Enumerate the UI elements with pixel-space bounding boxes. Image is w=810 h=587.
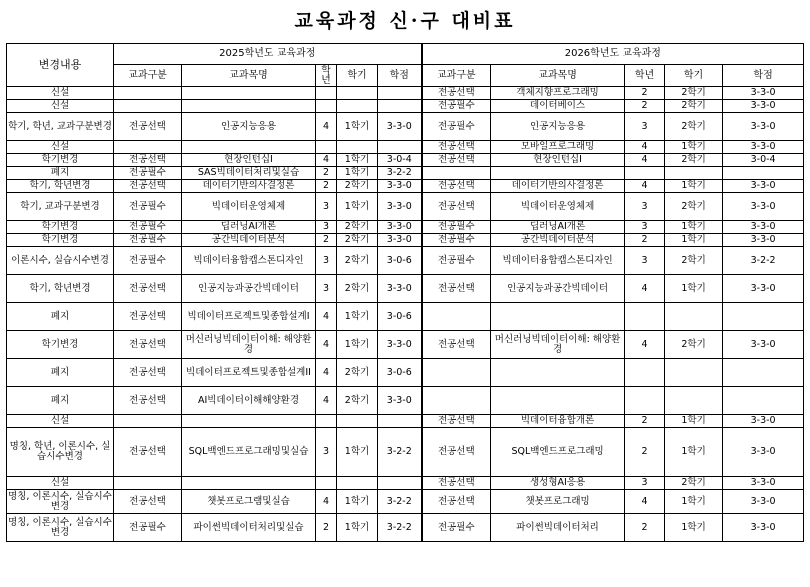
new-semester-cell: 1학기: [665, 514, 723, 542]
new-category-cell: 전공필수: [422, 247, 491, 275]
new-category-cell: 전공선택: [422, 331, 491, 359]
new-category-header: 교과구분: [422, 65, 491, 87]
new-semester-cell: [665, 387, 723, 415]
old-semester-cell: 2학기: [337, 234, 378, 247]
new-semester-cell: [665, 303, 723, 331]
old-course-cell: SQL백엔드프로그래밍및실습: [182, 428, 316, 477]
new-semester-cell: 1학기: [665, 428, 723, 477]
new-category-cell: 전공선택: [422, 490, 491, 514]
old-course-cell: [182, 100, 316, 113]
old-semester-cell: 1학기: [337, 154, 378, 167]
table-row: [7, 275, 804, 303]
old-grade-cell: 4: [316, 490, 337, 514]
old-grade-cell: [316, 477, 337, 490]
old-category-cell: 전공선택: [114, 490, 182, 514]
old-grade-cell: [316, 415, 337, 428]
old-semester-cell: [337, 415, 378, 428]
old-grade-cell: 3: [316, 221, 337, 234]
new-credits-cell: [723, 303, 804, 331]
new-semester-cell: 1학기: [665, 275, 723, 303]
table-row: [7, 303, 804, 331]
old-category-cell: 전공필수: [114, 193, 182, 221]
new-course-cell: [491, 359, 625, 387]
old-course-cell: 빅데이터융합캡스톤디자인: [182, 247, 316, 275]
old-course-cell: [182, 87, 316, 100]
old-course-cell: 현장인턴십I: [182, 154, 316, 167]
old-credits-cell: [378, 477, 422, 490]
table-row: [7, 113, 804, 141]
new-credits-header: 학점: [723, 65, 804, 87]
new-course-cell: 빅데이터운영체제: [491, 193, 625, 221]
old-grade-cell: 4: [316, 387, 337, 415]
new-category-cell: 전공필수: [422, 221, 491, 234]
new-category-cell: [422, 359, 491, 387]
new-course-cell: 현장인턴십I: [491, 154, 625, 167]
change-cell: 신설: [7, 100, 114, 113]
table-row: [7, 154, 804, 167]
old-category-cell: [114, 100, 182, 113]
old-category-cell: 전공필수: [114, 167, 182, 180]
old-course-cell: 데이터기반의사결정론: [182, 180, 316, 193]
new-category-cell: 전공선택: [422, 180, 491, 193]
new-category-cell: 전공선택: [422, 154, 491, 167]
new-grade-cell: 4: [625, 180, 665, 193]
old-category-cell: 전공선택: [114, 359, 182, 387]
old-grade-cell: 3: [316, 193, 337, 221]
new-course-cell: 생성형AI응용: [491, 477, 625, 490]
page-title: 교육과정 신·구 대비표: [294, 10, 516, 32]
old-credits-cell: 3-0-6: [378, 359, 422, 387]
old-grade-cell: 2: [316, 180, 337, 193]
old-credits-cell: 3-3-0: [378, 275, 422, 303]
table-row: [7, 141, 804, 154]
new-credits-cell: 3-3-0: [723, 428, 804, 477]
change-cell: 폐지: [7, 167, 114, 180]
old-credits-cell: 3-3-0: [378, 180, 422, 193]
new-credits-cell: [723, 359, 804, 387]
old-category-cell: 전공필수: [114, 514, 182, 542]
new-grade-cell: 4: [625, 154, 665, 167]
header-row-columns: [7, 65, 804, 87]
new-category-cell: 전공필수: [422, 113, 491, 141]
new-credits-cell: [723, 167, 804, 180]
table-row: [7, 234, 804, 247]
old-grade-cell: 3: [316, 275, 337, 303]
new-semester-cell: 1학기: [665, 141, 723, 154]
new-grade-cell: 3: [625, 221, 665, 234]
old-category-header: 교과구분: [114, 65, 182, 87]
new-category-cell: 전공필수: [422, 100, 491, 113]
old-course-cell: 챗봇프로그램및실습: [182, 490, 316, 514]
change-cell: 학기, 학년, 교과구분변경: [7, 113, 114, 141]
new-semester-cell: 2학기: [665, 477, 723, 490]
new-grade-header: 학년: [625, 65, 665, 87]
old-grade-header: 학년: [316, 65, 337, 87]
new-credits-cell: 3-3-0: [723, 234, 804, 247]
old-category-cell: 전공필수: [114, 247, 182, 275]
change-cell: 신설: [7, 87, 114, 100]
new-grade-cell: 2: [625, 87, 665, 100]
old-semester-cell: 1학기: [337, 193, 378, 221]
new-grade-cell: 2: [625, 415, 665, 428]
new-course-cell: [491, 387, 625, 415]
new-course-cell: 빅데이터융합개론: [491, 415, 625, 428]
old-category-cell: 전공선택: [114, 154, 182, 167]
change-cell: 학기, 학년변경: [7, 275, 114, 303]
old-grade-cell: 3: [316, 428, 337, 477]
old-course-cell: 빅데이터프로젝트및종합설계II: [182, 359, 316, 387]
new-grade-cell: [625, 359, 665, 387]
old-grade-cell: 3: [316, 247, 337, 275]
new-credits-cell: 3-3-0: [723, 490, 804, 514]
new-category-cell: [422, 167, 491, 180]
new-semester-cell: 2학기: [665, 331, 723, 359]
new-grade-cell: 3: [625, 113, 665, 141]
new-grade-cell: 2: [625, 514, 665, 542]
change-cell: 신설: [7, 141, 114, 154]
new-semester-cell: 1학기: [665, 415, 723, 428]
new-semester-header: 학기: [665, 65, 723, 87]
table-row: [7, 87, 804, 100]
new-semester-cell: 2학기: [665, 100, 723, 113]
old-course-cell: [182, 477, 316, 490]
old-grade-cell: 4: [316, 154, 337, 167]
old-semester-cell: [337, 477, 378, 490]
table-row: [7, 167, 804, 180]
table-row: [7, 415, 804, 428]
old-grade-cell: 2: [316, 234, 337, 247]
new-category-cell: 전공선택: [422, 87, 491, 100]
old-semester-cell: 1학기: [337, 167, 378, 180]
old-semester-cell: 1학기: [337, 490, 378, 514]
table-row: [7, 193, 804, 221]
change-cell: 폐지: [7, 387, 114, 415]
new-semester-cell: 2학기: [665, 87, 723, 100]
new-credits-cell: 3-3-0: [723, 514, 804, 542]
new-grade-cell: 3: [625, 247, 665, 275]
new-course-cell: 데이터기반의사결정론: [491, 180, 625, 193]
new-grade-cell: 3: [625, 477, 665, 490]
new-credits-cell: 3-0-4: [723, 154, 804, 167]
old-credits-cell: 3-3-0: [378, 113, 422, 141]
new-course-cell: 파이썬빅데이터처리: [491, 514, 625, 542]
new-course-cell: 공간빅데이터분석: [491, 234, 625, 247]
old-semester-cell: 2학기: [337, 275, 378, 303]
change-cell: 명칭, 이론시수, 실습시수변경: [8, 490, 112, 512]
table-row: [7, 387, 804, 415]
new-semester-cell: [665, 167, 723, 180]
new-credits-cell: 3-3-0: [723, 193, 804, 221]
new-course-cell: [491, 303, 625, 331]
change-cell: 학기, 학년변경: [7, 180, 114, 193]
new-grade-cell: 4: [625, 490, 665, 514]
new-grade-cell: 4: [625, 141, 665, 154]
old-credits-cell: 3-0-6: [378, 247, 422, 275]
old-category-cell: 전공선택: [114, 428, 182, 477]
old-category-cell: [114, 415, 182, 428]
new-grade-cell: [625, 387, 665, 415]
new-course-cell: 인공지능과공간빅데이터: [491, 275, 625, 303]
old-category-cell: 전공필수: [114, 234, 182, 247]
old-credits-cell: [378, 415, 422, 428]
change-cell: 신설: [7, 415, 114, 428]
header-row-years: [7, 44, 804, 65]
old-semester-cell: 1학기: [337, 428, 378, 477]
new-course-cell: 챗봇프로그래밍: [491, 490, 625, 514]
old-semester-cell: 1학기: [337, 514, 378, 542]
new-course-cell: 데이터베이스: [491, 100, 625, 113]
old-category-cell: 전공선택: [114, 275, 182, 303]
old-credits-cell: 3-2-2: [378, 514, 422, 542]
table-row: [7, 180, 804, 193]
table-row: [7, 477, 804, 490]
old-credits-cell: 3-3-0: [378, 234, 422, 247]
new-credits-cell: 3-3-0: [723, 415, 804, 428]
old-category-cell: 전공선택: [114, 180, 182, 193]
new-category-cell: 전공선택: [422, 141, 491, 154]
table-row: [7, 514, 804, 542]
old-semester-cell: [337, 100, 378, 113]
old-course-cell: 공간빅데이터분석: [182, 234, 316, 247]
new-category-cell: [422, 303, 491, 331]
old-course-cell: [182, 141, 316, 154]
old-course-cell: 머신러닝빅데이터이해: 해양환경: [182, 331, 316, 359]
new-credits-cell: 3-3-0: [723, 100, 804, 113]
new-category-cell: 전공선택: [422, 428, 491, 477]
old-grade-cell: 4: [316, 359, 337, 387]
old-grade-cell: [316, 100, 337, 113]
old-credits-cell: 3-0-4: [378, 154, 422, 167]
old-category-cell: 전공선택: [114, 303, 182, 331]
old-semester-cell: [337, 141, 378, 154]
new-category-cell: 전공필수: [422, 234, 491, 247]
old-credits-header: 학점: [378, 65, 422, 87]
old-credits-cell: 3-0-6: [378, 303, 422, 331]
old-category-cell: [114, 477, 182, 490]
old-grade-cell: 4: [316, 113, 337, 141]
new-grade-cell: 2: [625, 234, 665, 247]
new-semester-cell: 1학기: [665, 180, 723, 193]
old-category-cell: 전공선택: [114, 331, 182, 359]
old-course-cell: 파이썬빅데이터처리및실습: [182, 514, 316, 542]
table-body: [7, 87, 804, 542]
old-credits-cell: [378, 100, 422, 113]
new-category-cell: 전공선택: [422, 193, 491, 221]
new-semester-cell: 2학기: [665, 154, 723, 167]
new-credits-cell: 3-3-0: [723, 221, 804, 234]
table-row: [7, 247, 804, 275]
old-course-cell: 빅데이터프로젝트및종합설계I: [182, 303, 316, 331]
new-grade-cell: 2: [625, 428, 665, 477]
old-grade-cell: [316, 141, 337, 154]
new-grade-cell: [625, 303, 665, 331]
old-grade-cell: 4: [316, 331, 337, 359]
new-credits-cell: 3-3-0: [723, 87, 804, 100]
new-course-cell: [491, 167, 625, 180]
new-semester-cell: 1학기: [665, 221, 723, 234]
old-semester-cell: 2학기: [337, 359, 378, 387]
year-2026-header: 2026학년도 교육과정: [422, 44, 804, 65]
old-course-cell: 빅데이터운영체제: [182, 193, 316, 221]
change-cell: 신설: [7, 477, 114, 490]
new-course-cell: 빅데이터융합캡스톤디자인: [491, 247, 625, 275]
old-credits-cell: 3-2-2: [378, 490, 422, 514]
new-credits-cell: 3-2-2: [723, 247, 804, 275]
new-semester-cell: 2학기: [665, 247, 723, 275]
table-row: [7, 428, 804, 477]
new-credits-cell: 3-3-0: [723, 141, 804, 154]
old-semester-header: 학기: [337, 65, 378, 87]
new-course-cell: 인공지능응용: [491, 113, 625, 141]
new-course-cell: 머신러닝빅데이터이해: 해양환경: [491, 331, 625, 359]
old-course-cell: AI빅데이터이해해양환경: [182, 387, 316, 415]
new-grade-cell: [625, 167, 665, 180]
new-course-cell: 객체지향프로그래밍: [491, 87, 625, 100]
old-course-cell: [182, 415, 316, 428]
new-category-cell: 전공선택: [422, 415, 491, 428]
new-course-cell: 모바일프로그래밍: [491, 141, 625, 154]
change-cell: 명칭, 이론시수, 실습시수변경: [7, 514, 114, 542]
old-grade-cell: 2: [316, 514, 337, 542]
change-cell: 학기변경: [7, 221, 114, 234]
change-cell: 학기변경: [7, 154, 114, 167]
new-category-cell: [422, 387, 491, 415]
change-cell: 폐지: [7, 359, 114, 387]
new-grade-cell: 4: [625, 331, 665, 359]
new-semester-cell: 1학기: [665, 234, 723, 247]
curriculum-comparison-table: [6, 43, 804, 542]
new-semester-cell: [665, 359, 723, 387]
table-row: [7, 490, 804, 514]
change-cell: 학기변경: [7, 234, 114, 247]
new-semester-cell: 2학기: [665, 193, 723, 221]
old-grade-cell: 2: [316, 167, 337, 180]
old-category-cell: 전공필수: [114, 221, 182, 234]
old-semester-cell: 1학기: [337, 331, 378, 359]
table-row: [7, 331, 804, 359]
old-course-cell: SAS빅데이터처리및실습: [182, 167, 316, 180]
new-semester-cell: 2학기: [665, 113, 723, 141]
old-semester-cell: 2학기: [337, 180, 378, 193]
old-semester-cell: 2학기: [337, 221, 378, 234]
change-cell: 학기, 교과구분변경: [7, 193, 114, 221]
change-cell: 학기변경: [7, 331, 114, 359]
old-course-cell: 인공지능과공간빅데이터: [182, 275, 316, 303]
old-category-cell: 전공선택: [114, 113, 182, 141]
old-course-cell: 인공지능응용: [182, 113, 316, 141]
new-credits-cell: 3-3-0: [723, 477, 804, 490]
new-category-cell: 전공선택: [422, 477, 491, 490]
new-credits-cell: 3-3-0: [723, 331, 804, 359]
new-semester-cell: 1학기: [665, 490, 723, 514]
old-credits-cell: [378, 141, 422, 154]
new-grade-cell: 4: [625, 275, 665, 303]
table-row: [7, 359, 804, 387]
old-category-cell: [114, 87, 182, 100]
old-credits-cell: 3-2-2: [378, 428, 422, 477]
change-cell: 명칭, 학년, 이론시수, 실습시수변경: [7, 428, 114, 477]
change-cell: 폐지: [7, 303, 114, 331]
new-course-cell: 딥러닝AI개론: [491, 221, 625, 234]
old-semester-cell: 2학기: [337, 247, 378, 275]
table-row: [7, 100, 804, 113]
old-semester-cell: 1학기: [337, 113, 378, 141]
new-category-cell: 전공필수: [422, 514, 491, 542]
old-grade-cell: 4: [316, 303, 337, 331]
new-credits-cell: 3-3-0: [723, 180, 804, 193]
old-course-header: 교과목명: [182, 65, 316, 87]
new-course-cell: SQL백엔드프로그래밍: [491, 428, 625, 477]
old-credits-cell: 3-2-2: [378, 167, 422, 180]
new-grade-cell: 3: [625, 193, 665, 221]
new-grade-cell: 2: [625, 100, 665, 113]
old-credits-cell: [378, 87, 422, 100]
change-column-header: 변경내용: [7, 44, 114, 87]
old-course-cell: 딥러닝AI개론: [182, 221, 316, 234]
old-credits-cell: 3-3-0: [378, 387, 422, 415]
old-semester-cell: 1학기: [337, 303, 378, 331]
change-cell: 이론시수, 실습시수변경: [7, 247, 114, 275]
new-course-header: 교과목명: [491, 65, 625, 87]
old-credits-cell: 3-3-0: [378, 331, 422, 359]
old-credits-cell: 3-3-0: [378, 193, 422, 221]
year-2025-header: 2025학년도 교육과정: [114, 44, 422, 65]
old-semester-cell: 2학기: [337, 387, 378, 415]
new-category-cell: 전공선택: [422, 275, 491, 303]
old-grade-cell: [316, 87, 337, 100]
old-category-cell: 전공선택: [114, 387, 182, 415]
new-credits-cell: 3-3-0: [723, 113, 804, 141]
new-credits-cell: [723, 387, 804, 415]
new-credits-cell: 3-3-0: [723, 275, 804, 303]
old-category-cell: [114, 141, 182, 154]
table-row: [7, 221, 804, 234]
old-semester-cell: [337, 87, 378, 100]
old-credits-cell: 3-3-0: [378, 221, 422, 234]
